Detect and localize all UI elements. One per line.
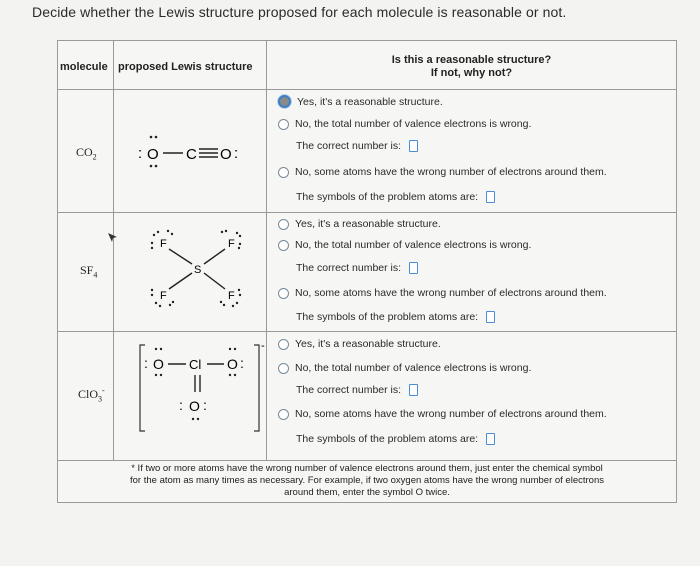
atom-o: O: [153, 356, 164, 372]
single-bond: [169, 249, 192, 264]
row-divider: [58, 212, 676, 213]
lone-pair-dot: [155, 165, 158, 168]
lone-pair-dot: [155, 374, 157, 376]
molecule-charge: -: [102, 386, 105, 395]
footnote-line: * If two or more atoms have the wrong number of valence electrons around them, just enter the chemical symbol: [131, 463, 603, 474]
molecule-sf4: [80, 263, 97, 279]
header-molecule: molecule: [60, 61, 108, 73]
molecule-formula: SF: [80, 263, 94, 277]
symbols-label: The symbols of the problem atoms are:: [296, 433, 479, 445]
row1-symbols: [296, 191, 495, 203]
atom-o: O: [220, 146, 232, 163]
lone-pair-dot: [150, 136, 153, 139]
option-label: Yes, it's a reasonable structure.: [295, 338, 441, 350]
atom-f: F: [228, 238, 235, 250]
lone-pair-dot: [192, 418, 194, 420]
lone-pair-dots: :: [144, 355, 148, 371]
lone-pair-dots: :: [179, 397, 183, 413]
symbols-label: The symbols of the problem atoms are:: [296, 311, 479, 323]
radio-button[interactable]: [278, 167, 289, 178]
header-question: [267, 54, 676, 80]
lone-pair-dots: :: [138, 145, 143, 162]
radio-button[interactable]: [278, 339, 289, 350]
correct-number-label: The correct number is:: [296, 140, 402, 152]
symbols-input[interactable]: [486, 433, 495, 445]
lone-pair-dot: [160, 374, 162, 376]
lone-pair-dots: :: [234, 145, 239, 162]
option-row2-wrong-total[interactable]: [278, 239, 531, 251]
correct-number-input[interactable]: [409, 262, 418, 274]
option-row1-yes[interactable]: [278, 95, 443, 108]
header-question-line1: Is this a reasonable structure?: [391, 54, 552, 66]
option-row2-yes[interactable]: [278, 218, 441, 230]
charge-sign: -: [261, 340, 265, 352]
atom-f: F: [160, 238, 167, 250]
row1-correct-number: [296, 140, 418, 152]
atom-o: O: [227, 356, 238, 372]
option-row3-wrong-atoms[interactable]: [278, 408, 607, 420]
column-divider: [113, 41, 114, 461]
symbols-input[interactable]: [486, 311, 495, 323]
column-divider: [266, 41, 267, 461]
lewis-sf4: [142, 223, 252, 313]
correct-number-input[interactable]: [409, 384, 418, 396]
atom-s: S: [194, 264, 202, 276]
option-label: No, the total number of valence electrons is wrong.: [295, 362, 532, 374]
option-row2-wrong-atoms[interactable]: [278, 287, 607, 299]
option-row1-wrong-total[interactable]: [278, 118, 531, 130]
row3-symbols: [296, 433, 495, 445]
lone-pair-dot: [197, 418, 199, 420]
option-label: Yes, it's a reasonable structure.: [297, 95, 443, 108]
symbols-label: The symbols of the problem atoms are:: [296, 191, 479, 203]
lone-pair-dot: [160, 348, 162, 350]
header-question-line2: If not, why not?: [430, 67, 513, 79]
lone-pair-dots: :: [240, 355, 244, 371]
cursor-arrow-icon: [106, 231, 120, 245]
row-divider: [58, 460, 676, 461]
radio-button[interactable]: [278, 119, 289, 130]
footnote-line: around them, enter the symbol O twice.: [284, 487, 450, 498]
correct-number-input[interactable]: [409, 140, 418, 152]
molecule-subscript: 2: [92, 152, 97, 162]
molecule-subscript: 3: [98, 394, 103, 404]
atom-f: F: [228, 290, 235, 302]
atom-f: F: [160, 290, 167, 302]
header-proposed-lewis: proposed Lewis structure: [118, 61, 253, 73]
atom-c: C: [186, 146, 197, 163]
single-bond: [169, 273, 192, 289]
page-title: Decide whether the Lewis structure proposed for each molecule is reasonable or not.: [32, 4, 567, 20]
footnote-line: for the atom as many times as necessary. For example, if two oxygen atoms have the wrong number of electrons: [130, 475, 604, 486]
correct-number-label: The correct number is:: [296, 262, 402, 274]
atom-o: O: [189, 398, 200, 414]
row2-correct-number: [296, 262, 418, 274]
lewis-clo3: [136, 337, 266, 437]
lone-pair-dot: [234, 374, 236, 376]
bracket-right: [254, 345, 259, 431]
option-label: No, the total number of valence electrons is wrong.: [295, 118, 532, 130]
lewis-co2: [130, 129, 260, 173]
correct-number-label: The correct number is:: [296, 384, 402, 396]
radio-button[interactable]: [278, 219, 289, 230]
atom-o: O: [147, 146, 159, 163]
option-label: No, the total number of valence electrons is wrong.: [295, 239, 532, 251]
radio-button[interactable]: [278, 363, 289, 374]
option-row1-wrong-atoms[interactable]: [278, 166, 607, 178]
molecule-co2: [76, 145, 97, 161]
option-row3-yes[interactable]: [278, 338, 441, 350]
option-row3-wrong-total[interactable]: [278, 362, 531, 374]
option-label: No, some atoms have the wrong number of electrons around them.: [295, 408, 607, 420]
option-label: No, some atoms have the wrong number of electrons around them.: [295, 166, 607, 178]
radio-button[interactable]: [278, 409, 289, 420]
molecule-formula: CO: [76, 145, 93, 159]
molecule-formula: ClO: [78, 387, 99, 401]
atom-cl: Cl: [189, 357, 202, 372]
molecule-clo3: [78, 386, 105, 403]
option-label: Yes, it's a reasonable structure.: [295, 218, 441, 230]
row2-symbols: [296, 311, 495, 323]
symbols-input[interactable]: [486, 191, 495, 203]
single-bond: [204, 249, 225, 264]
row3-correct-number: [296, 384, 418, 396]
lone-pair-dot: [229, 374, 231, 376]
question-table: [57, 40, 677, 503]
lone-pair-dot: [150, 165, 153, 168]
row-divider: [58, 331, 676, 332]
option-label: No, some atoms have the wrong number of electrons around them.: [295, 287, 607, 299]
lone-pair-dot: [229, 348, 231, 350]
lone-pair-dot: [155, 136, 158, 139]
molecule-subscript: 4: [93, 270, 98, 280]
radio-button[interactable]: [278, 240, 289, 251]
lone-pair-dots: :: [203, 397, 207, 413]
radio-button[interactable]: [278, 288, 289, 299]
lone-pair-dot: [234, 348, 236, 350]
lone-pair-dot: [155, 348, 157, 350]
single-bond: [204, 273, 225, 289]
row-divider: [58, 89, 676, 90]
footnote: [58, 463, 676, 499]
radio-button[interactable]: [278, 95, 291, 108]
